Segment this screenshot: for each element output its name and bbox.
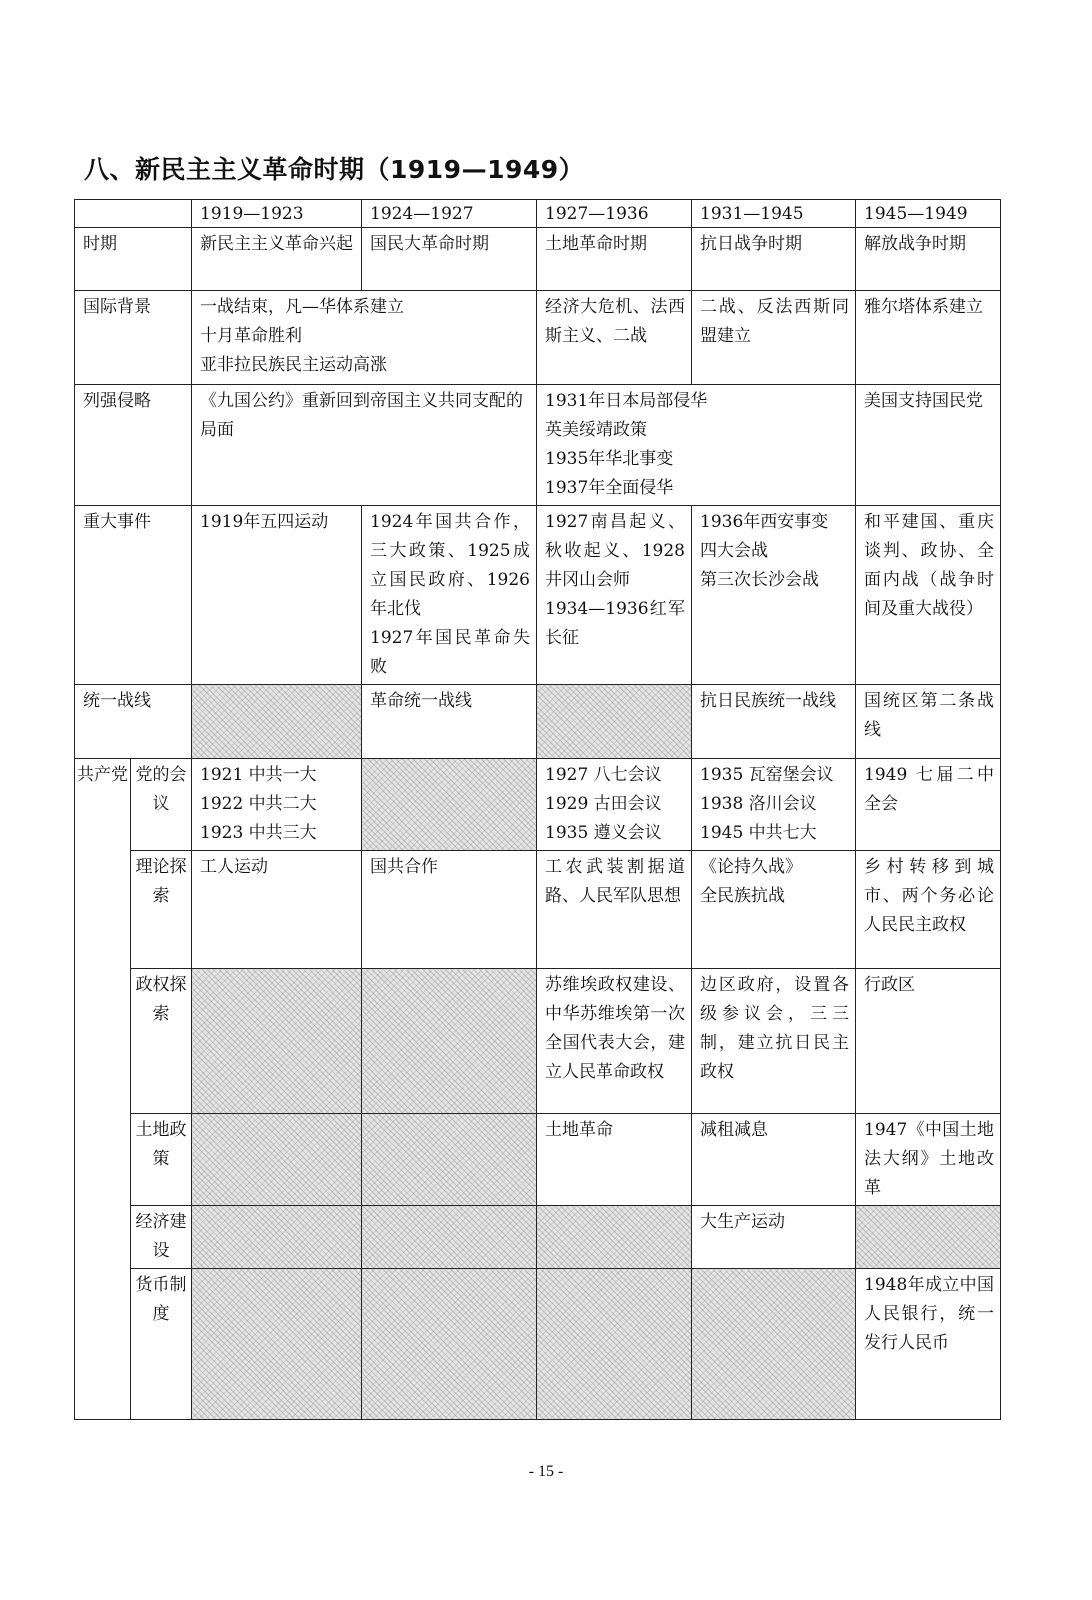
cell — [537, 759, 692, 851]
shaded-cell — [856, 1206, 1001, 1269]
cell-line: 英美绥靖政策 — [545, 420, 647, 440]
cell — [362, 506, 537, 685]
cell: 苏维埃政权建设、中华苏维埃第一次全国代表大会，建立人民革命政权 — [537, 969, 692, 1114]
corner-cell — [75, 200, 192, 228]
cell-line: 1929 古田会议 — [545, 794, 662, 814]
cell-line: 十月革命胜利 — [200, 326, 302, 346]
cell: 减租减息 — [692, 1114, 856, 1206]
shaded-cell — [537, 685, 692, 759]
row-label: 政权探索 — [131, 969, 192, 1114]
cell-line: 1936年西安事变 — [700, 512, 829, 532]
shaded-cell — [192, 969, 362, 1114]
period-header: 1931—1945 — [692, 200, 856, 228]
row-label: 理论探索 — [131, 851, 192, 969]
shaded-cell — [192, 1206, 362, 1269]
cell: 边区政府，设置各级参议会，三三制，建立抗日民主政权 — [692, 969, 856, 1114]
cell-line: 1938 洛川会议 — [700, 794, 817, 814]
shaded-cell — [362, 759, 537, 851]
shaded-cell — [362, 1206, 537, 1269]
history-table — [74, 199, 1001, 1420]
cell: 抗日民族统一战线 — [692, 685, 856, 759]
row-label: 土地政策 — [131, 1114, 192, 1206]
cell — [692, 506, 856, 685]
cell: 解放战争时期 — [856, 228, 1001, 291]
row-tongyi — [75, 685, 1001, 759]
period-header: 1945—1949 — [856, 200, 1001, 228]
cell: 1949 七届二中全会 — [856, 759, 1001, 851]
shaded-cell — [192, 1114, 362, 1206]
cell-line: 全民族抗战 — [700, 886, 785, 906]
cell: 1947《中国土地法大纲》土地改革 — [856, 1114, 1001, 1206]
cell-line: 《论持久战》 — [700, 857, 802, 877]
cell: 工人运动 — [192, 851, 362, 969]
cell-line: 四大会战 — [700, 541, 768, 561]
row-label: 货币制度 — [131, 1269, 192, 1420]
row-shiqi — [75, 228, 1001, 291]
cell-line: 亚非拉民族民主运动高涨 — [200, 355, 387, 375]
cell: 和平建国、重庆谈判、政协、全面内战（战争时间及重大战役） — [856, 506, 1001, 685]
cell: 《九国公约》重新回到帝国主义共同支配的局面 — [192, 385, 537, 506]
cell-line: 1935年华北事变 — [545, 449, 674, 469]
cell-line: 1935 遵义会议 — [545, 823, 662, 843]
cell-line: 第三次长沙会战 — [700, 570, 819, 590]
cell — [192, 291, 537, 385]
shaded-cell — [362, 969, 537, 1114]
row-huobi — [75, 1269, 1001, 1420]
cell: 大生产运动 — [692, 1206, 856, 1269]
cell: 抗日战争时期 — [692, 228, 856, 291]
cell: 工农武装割据道路、人民军队思想 — [537, 851, 692, 969]
row-label: 经济建设 — [131, 1206, 192, 1269]
cell: 土地革命时期 — [537, 228, 692, 291]
row-label: 列强侵略 — [75, 385, 192, 506]
row-label: 时期 — [75, 228, 192, 291]
cell: 国统区第二条战线 — [856, 685, 1001, 759]
cell — [537, 385, 856, 506]
cell — [192, 759, 362, 851]
cell — [692, 851, 856, 969]
period-header: 1919—1923 — [192, 200, 362, 228]
cell: 行政区 — [856, 969, 1001, 1114]
cell-line: 1923 中共三大 — [200, 823, 317, 843]
row-huiyi — [75, 759, 1001, 851]
cell-line: 1935 瓦窑堡会议 — [700, 765, 834, 785]
cell-line: 1945 中共七大 — [700, 823, 817, 843]
shaded-cell — [362, 1269, 537, 1420]
row-tudi — [75, 1114, 1001, 1206]
cell-line: 1922 中共二大 — [200, 794, 317, 814]
period-header: 1927—1936 — [537, 200, 692, 228]
shaded-cell — [537, 1269, 692, 1420]
row-label: 统一战线 — [75, 685, 192, 759]
page-number: - 15 - — [528, 1463, 564, 1480]
row-zhongda — [75, 506, 1001, 685]
shaded-cell — [692, 1269, 856, 1420]
shaded-cell — [537, 1206, 692, 1269]
cell-line: 1921 中共一大 — [200, 765, 317, 785]
period-header: 1924—1927 — [362, 200, 537, 228]
row-guoji — [75, 291, 1001, 385]
cell-line: 1924年国共合作，三大政策、1925成立国民政府、1926年北伐 — [370, 512, 530, 619]
cell: 国民大革命时期 — [362, 228, 537, 291]
cell — [537, 506, 692, 685]
shaded-cell — [192, 685, 362, 759]
row-lieqiang — [75, 385, 1001, 506]
cell: 土地革命 — [537, 1114, 692, 1206]
party-label: 共产党 — [75, 759, 131, 1420]
page-title: 八、新民主主义革命时期（1919—1949） — [84, 155, 585, 184]
cell-line: 1931年日本局部侵华 — [545, 391, 708, 411]
row-lilun — [75, 851, 1001, 969]
cell: 雅尔塔体系建立 — [856, 291, 1001, 385]
row-label: 党的会议 — [131, 759, 192, 851]
cell: 乡村转移到城市、两个务必论人民民主政权 — [856, 851, 1001, 969]
cell: 1919年五四运动 — [192, 506, 362, 685]
shaded-cell — [362, 1114, 537, 1206]
row-label: 重大事件 — [75, 506, 192, 685]
cell: 经济大危机、法西斯主义、二战 — [537, 291, 692, 385]
cell-line: 1927年国民革命失败 — [370, 628, 530, 677]
cell: 二战、反法西斯同盟建立 — [692, 291, 856, 385]
cell-line: 1927南昌起义、秋收起义、1928井冈山会师 — [545, 512, 685, 590]
cell: 革命统一战线 — [362, 685, 537, 759]
row-label: 国际背景 — [75, 291, 192, 385]
cell — [692, 759, 856, 851]
cell: 1948年成立中国人民银行，统一发行人民币 — [856, 1269, 1001, 1420]
row-jingji — [75, 1206, 1001, 1269]
header-row — [75, 200, 1001, 228]
cell: 新民主主义革命兴起 — [192, 228, 362, 291]
cell-line: 1937年全面侵华 — [545, 478, 674, 498]
cell-line: 1927 八七会议 — [545, 765, 662, 785]
cell-line: 一战结束，凡—华体系建立 — [200, 297, 404, 317]
cell: 国共合作 — [362, 851, 537, 969]
row-zhengquan — [75, 969, 1001, 1114]
cell-line: 1934—1936红军长征 — [545, 599, 685, 648]
cell: 美国支持国民党 — [856, 385, 1001, 506]
shaded-cell — [192, 1269, 362, 1420]
